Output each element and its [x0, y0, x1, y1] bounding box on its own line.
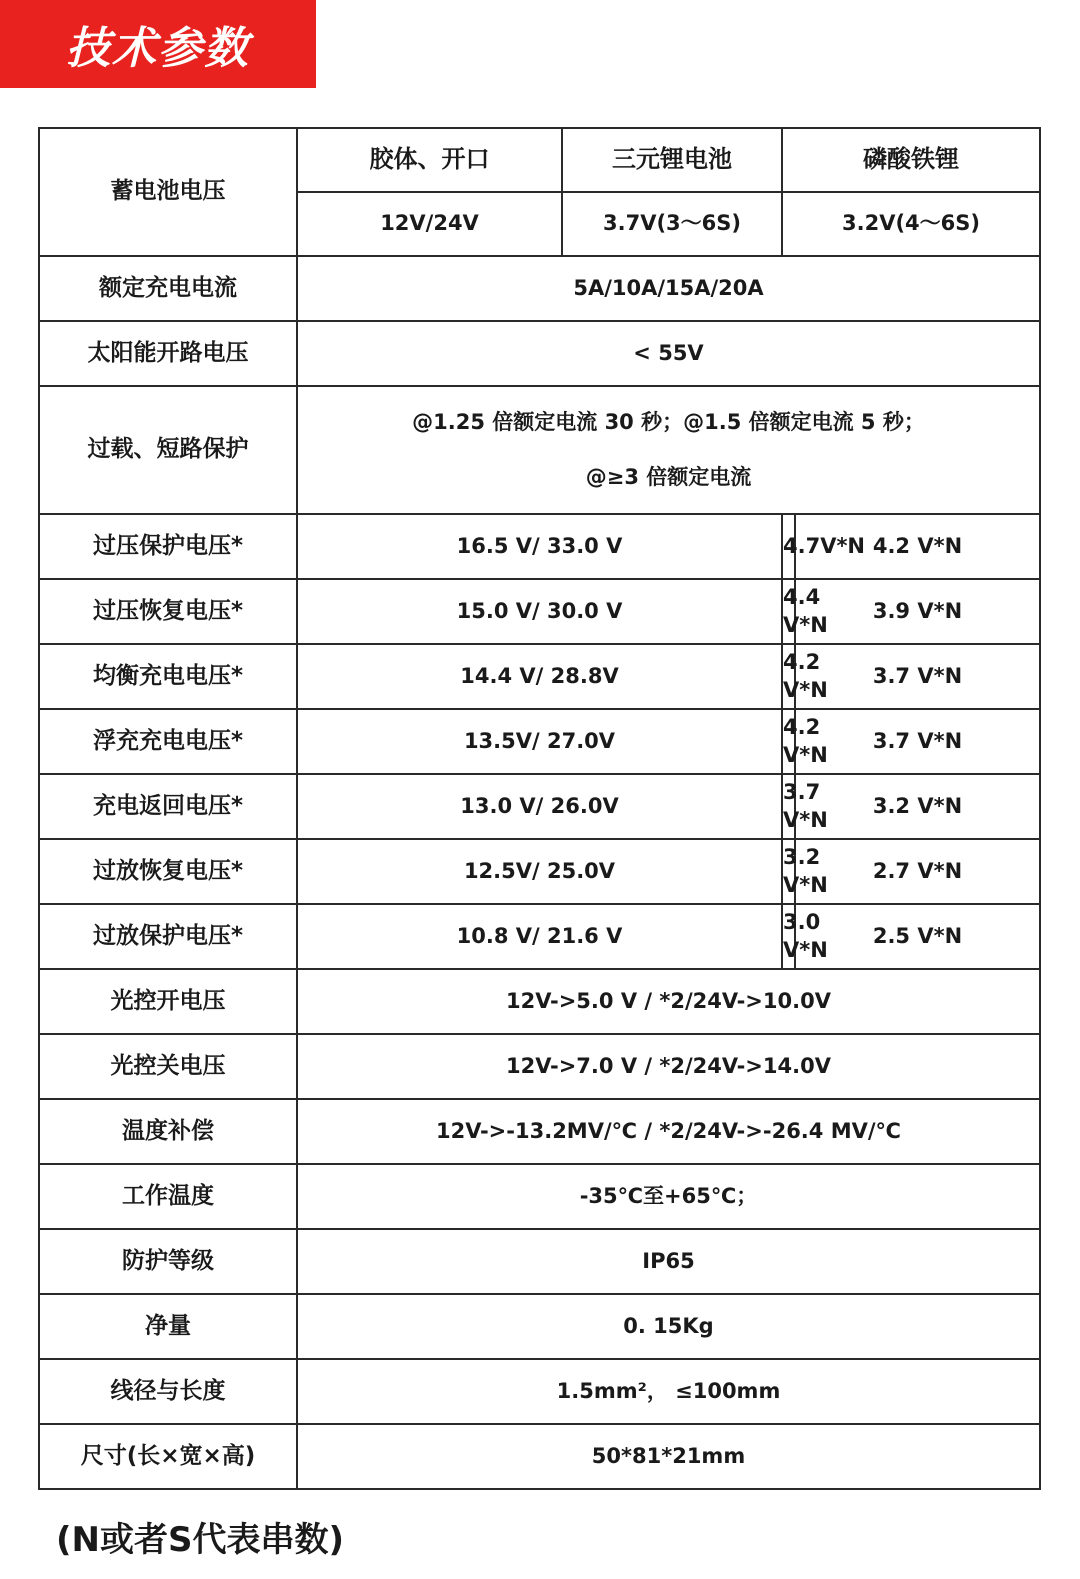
row-value: < 55V: [297, 321, 1040, 386]
row-value: 12V->7.0 V / *2/24V->14.0V: [297, 1034, 1040, 1099]
row-label: 均衡充电电压*: [39, 644, 297, 709]
value-gel: 12.5V/ 25.0V: [297, 839, 782, 904]
battery-type-row: [39, 128, 1040, 192]
row-label: 太阳能开路电压: [39, 321, 297, 386]
row-label: 过压恢复电压*: [39, 579, 297, 644]
value-gel: 16.5 V/ 33.0 V: [297, 514, 782, 579]
table-row: [39, 709, 1040, 774]
value-lifepo4: 2.5 V*N: [795, 904, 1040, 969]
row-label: 过放保护电压*: [39, 904, 297, 969]
row-value: 1.5mm²， ≤100mm: [297, 1359, 1040, 1424]
section-title: 技术参数: [66, 23, 250, 74]
table-row: [39, 839, 1040, 904]
row-value: 50*81*21mm: [297, 1424, 1040, 1489]
value-lifepo4: 3.9 V*N: [795, 579, 1040, 644]
row-label: 光控关电压: [39, 1034, 297, 1099]
row-label: 额定充电电流: [39, 256, 297, 321]
table-row: [39, 321, 1040, 386]
table-row: [39, 579, 1040, 644]
spec-table: [38, 127, 1041, 1490]
row-value: -35℃至+65℃；: [297, 1164, 1040, 1229]
battery-voltage-gel: 12V/24V: [297, 192, 562, 256]
row-label: 工作温度: [39, 1164, 297, 1229]
value-lifepo4: 2.7 V*N: [795, 839, 1040, 904]
value-lifepo4: 3.2 V*N: [795, 774, 1040, 839]
table-row: [39, 1099, 1040, 1164]
row-label: 防护等级: [39, 1229, 297, 1294]
row-label: 线径与长度: [39, 1359, 297, 1424]
overload-label: 过载、短路保护: [39, 386, 297, 514]
value-gel: 13.0 V/ 26.0V: [297, 774, 782, 839]
value-ternary: 4.4 V*N: [782, 579, 795, 644]
value-gel: 15.0 V/ 30.0 V: [297, 579, 782, 644]
overload-row: [39, 386, 1040, 514]
table-row: [39, 644, 1040, 709]
value-gel: 10.8 V/ 21.6 V: [297, 904, 782, 969]
row-value: IP65: [297, 1229, 1040, 1294]
table-row: [39, 1424, 1040, 1489]
overload-line-1: @1.25 倍额定电流 30 秒；@1.5 倍额定电流 5 秒；: [412, 409, 925, 434]
table-row: [39, 1294, 1040, 1359]
table-row: [39, 1359, 1040, 1424]
row-label: 充电返回电压*: [39, 774, 297, 839]
battery-voltage-lifepo4: 3.2V(4～6S): [782, 192, 1040, 256]
row-value: 12V->5.0 V / *2/24V->10.0V: [297, 969, 1040, 1034]
footnote: (N或者S代表串数): [56, 1520, 345, 1560]
table-row: [39, 256, 1040, 321]
table-row: [39, 514, 1040, 579]
value-ternary: 3.2 V*N: [782, 839, 795, 904]
value-lifepo4: 3.7 V*N: [795, 709, 1040, 774]
value-ternary: 4.7V*N: [782, 514, 795, 579]
table-row: [39, 1034, 1040, 1099]
value-lifepo4: 4.2 V*N: [795, 514, 1040, 579]
table-row: [39, 969, 1040, 1034]
row-value: 0. 15Kg: [297, 1294, 1040, 1359]
value-ternary: 3.7 V*N: [782, 774, 795, 839]
section-title-banner: [0, 0, 316, 88]
table-row: [39, 774, 1040, 839]
row-label: 净量: [39, 1294, 297, 1359]
value-lifepo4: 3.7 V*N: [795, 644, 1040, 709]
table-row: [39, 1229, 1040, 1294]
row-value: 5A/10A/15A/20A: [297, 256, 1040, 321]
row-value: 12V->-13.2MV/℃ / *2/24V->-26.4 MV/℃: [297, 1099, 1040, 1164]
value-ternary: 4.2 V*N: [782, 709, 795, 774]
table-row: [39, 1164, 1040, 1229]
battery-voltage-label: 蓄电池电压: [39, 128, 297, 256]
row-label: 温度补偿: [39, 1099, 297, 1164]
value-gel: 13.5V/ 27.0V: [297, 709, 782, 774]
row-label: 尺寸(长×宽×高): [39, 1424, 297, 1489]
battery-voltage-ternary-lithium: 3.7V(3～6S): [562, 192, 782, 256]
row-label: 过放恢复电压*: [39, 839, 297, 904]
row-label: 浮充充电电压*: [39, 709, 297, 774]
overload-value: [297, 386, 1040, 514]
battery-type-gel: 胶体、开口: [297, 128, 562, 192]
row-label: 过压保护电压*: [39, 514, 297, 579]
table-row: [39, 904, 1040, 969]
value-gel: 14.4 V/ 28.8V: [297, 644, 782, 709]
battery-type-ternary-lithium: 三元锂电池: [562, 128, 782, 192]
value-ternary: 4.2 V*N: [782, 644, 795, 709]
value-ternary: 3.0 V*N: [782, 904, 795, 969]
battery-type-lifepo4: 磷酸铁锂: [782, 128, 1040, 192]
row-label: 光控开电压: [39, 969, 297, 1034]
overload-line-2: @≥3 倍额定电流: [585, 465, 752, 489]
